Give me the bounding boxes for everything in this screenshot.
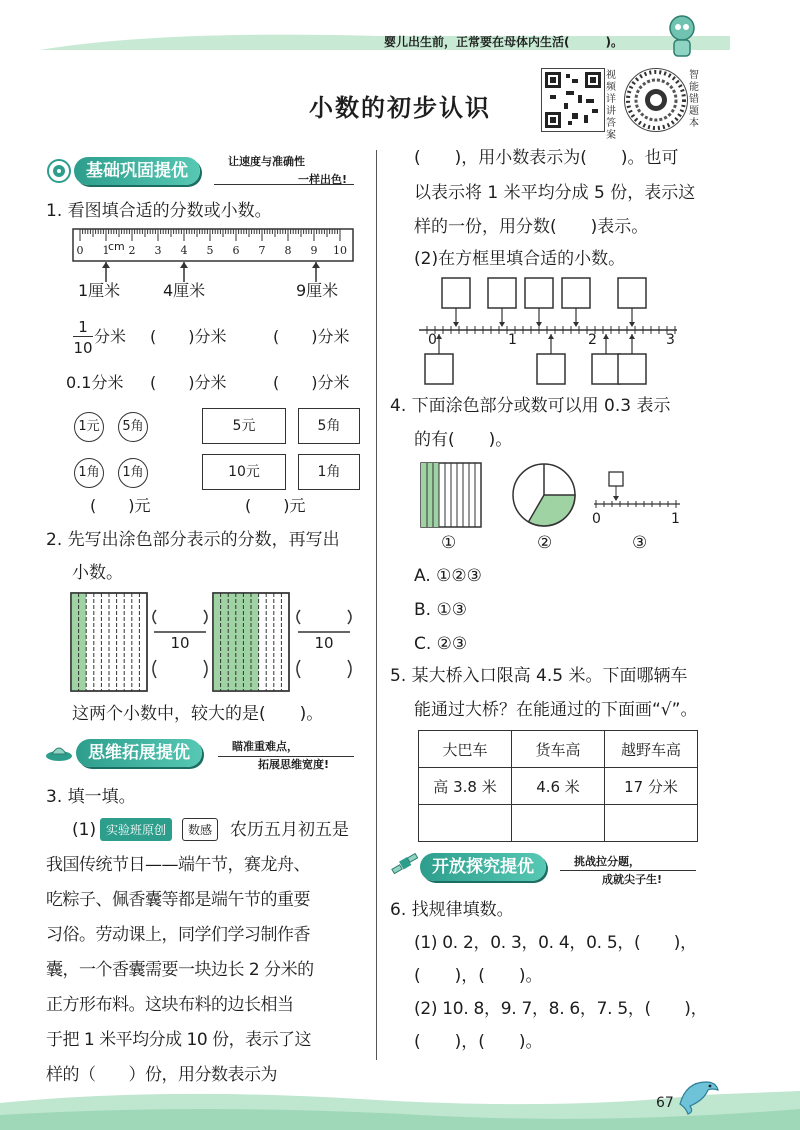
q5-stem-2: 能通过大桥？在能通过的下面画“√”。 bbox=[414, 700, 698, 720]
q5-stem-1: 5. 某大桥入口限高 4.5 米。下面哪辆车 bbox=[390, 666, 688, 686]
row2-label: 0.1分米 bbox=[66, 373, 124, 392]
q3-line-2: 吃粽子、佩香囊等都是端午节的重要 bbox=[46, 890, 310, 910]
vehicle-table bbox=[418, 730, 698, 842]
column-divider bbox=[376, 150, 377, 1060]
q6-stem: 6. 找规律填数。 bbox=[390, 900, 514, 920]
section-basic-note1: 让速度与准确性 bbox=[228, 155, 305, 168]
header-truck: 货车高 bbox=[512, 731, 605, 768]
mini-program-code-icon bbox=[625, 69, 687, 131]
fraction-denominator: 10 bbox=[73, 339, 93, 357]
qr-left-label: 视频详讲答案 bbox=[606, 70, 616, 141]
ruler-tick-label: 5 bbox=[206, 244, 214, 257]
table-row bbox=[419, 768, 698, 805]
note-5yuan: 5元 bbox=[202, 408, 286, 444]
q3-line-4: 囊，一个香囊需要一块边长 2 分米的 bbox=[46, 960, 314, 980]
robot-mascot-icon bbox=[664, 12, 700, 62]
ruler-tick-label: 9 bbox=[310, 244, 318, 257]
blank-parens-1b[interactable] bbox=[150, 658, 210, 682]
section-underline bbox=[214, 184, 354, 185]
q4-option-a[interactable]: A. ①②③ bbox=[414, 566, 482, 586]
value-truck: 4.6 米 bbox=[512, 768, 605, 805]
den-1: 10 bbox=[170, 634, 190, 652]
value-suv: 17 分米 bbox=[605, 768, 698, 805]
ruler-tick-label: 8 bbox=[284, 244, 292, 257]
q3-line-1: 我国传统节日——端午节，赛龙舟、 bbox=[46, 855, 310, 875]
section-thinking: 思维拓展提优 bbox=[76, 739, 202, 767]
shaded-grid-2 bbox=[212, 592, 290, 692]
fig-label-1: ① bbox=[441, 533, 457, 553]
coin-1jiao-a: 1角 bbox=[74, 458, 104, 488]
number-line-boxes bbox=[415, 272, 685, 390]
fig1-grid bbox=[420, 462, 482, 528]
fig2-circle bbox=[511, 462, 577, 528]
ruler-unit: cm bbox=[108, 240, 125, 253]
q3-line-3: 习俗。劳动课上，同学们学习制作香 bbox=[46, 925, 310, 945]
check-truck[interactable] bbox=[512, 805, 605, 842]
q6-line-4[interactable]: ( )，( )。 bbox=[414, 1032, 543, 1052]
ruler-tick-label: 2 bbox=[128, 244, 136, 257]
ruler-mark-1: 1厘米 bbox=[78, 281, 121, 300]
fraction-bar bbox=[73, 336, 93, 337]
blank-row2-b[interactable]: ( )分米 bbox=[150, 373, 227, 392]
qr-pattern-icon bbox=[542, 69, 604, 131]
nl-label-1: 1 bbox=[508, 332, 517, 348]
ruler-tick-label: 6 bbox=[232, 244, 240, 257]
section-thinking-note1: 瞄准重难点， bbox=[232, 740, 298, 753]
target-icon bbox=[46, 158, 72, 184]
q2-compare: 这两个小数中，较大的是( )。 bbox=[72, 704, 324, 724]
value-bus: 高 3.8 米 bbox=[419, 768, 512, 805]
table-row bbox=[419, 805, 698, 842]
header-tip: 婴儿出生前，正常要在母体内生活( )。 bbox=[384, 35, 623, 49]
q3-cont-1: 以表示将 1 米平均分成 5 份，表示这 bbox=[414, 183, 696, 203]
blank-row2-c[interactable]: ( )分米 bbox=[273, 373, 350, 392]
qr-right-label: 智能错题本 bbox=[689, 70, 699, 129]
blank-row1-c[interactable]: ( )分米 bbox=[273, 327, 350, 346]
qr-code-errors[interactable] bbox=[624, 68, 688, 132]
ruler-tick-label: 7 bbox=[258, 244, 266, 257]
blank-row1-b[interactable]: ( )分米 bbox=[150, 327, 227, 346]
blank-parens-2b[interactable] bbox=[294, 658, 354, 682]
section-basic: 基础巩固提优 bbox=[74, 157, 200, 185]
section-explore-note1: 挑战拉分题， bbox=[574, 855, 640, 868]
q3-line-0: 农历五月初五是 bbox=[230, 820, 349, 840]
ruler-tick-label: 0 bbox=[76, 244, 84, 257]
ruler-mark-9: 9厘米 bbox=[296, 281, 339, 300]
header-suv: 越野车高 bbox=[605, 731, 698, 768]
coin-1jiao-b: 1角 bbox=[118, 458, 148, 488]
nl-label-3: 3 bbox=[666, 332, 675, 348]
dolphin-icon bbox=[676, 1076, 720, 1116]
page-number: 67 bbox=[656, 1095, 674, 1111]
q3-line-6: 于把 1 米平均分成 10 份，表示了这 bbox=[46, 1030, 312, 1050]
ruler-tick-label: 1 bbox=[102, 244, 110, 257]
ruler-tick-label: 3 bbox=[154, 244, 162, 257]
nl-label-2: 2 bbox=[588, 332, 597, 348]
section-underline-2 bbox=[218, 756, 354, 757]
q4-option-c[interactable]: C. ②③ bbox=[414, 634, 468, 654]
shaded-grid-1 bbox=[70, 592, 148, 692]
section-explore: 开放探究提优 bbox=[420, 853, 546, 881]
nl-label-0: 0 bbox=[428, 332, 437, 348]
q4-stem-1: 4. 下面涂色部分或数可以用 0.3 表示 bbox=[390, 396, 671, 416]
note-5jiao: 5角 bbox=[298, 408, 360, 444]
ruler-tick-label: 10 bbox=[333, 244, 347, 257]
ufo-icon bbox=[44, 740, 74, 766]
unit-fen-mi: 分米 bbox=[94, 327, 127, 346]
section-basic-note2: 一样出色! bbox=[298, 173, 348, 186]
q2-stem-1: 2. 先写出涂色部分表示的分数，再写出 bbox=[46, 530, 340, 550]
fraction-numerator: 1 bbox=[78, 318, 88, 336]
answer-yuan-2[interactable]: ( )元 bbox=[245, 496, 306, 515]
q3-stem: 3. 填一填。 bbox=[46, 787, 136, 807]
satellite-icon bbox=[390, 850, 420, 878]
q3-cont-0: ( )，用小数表示为( )。也可 bbox=[414, 148, 679, 168]
ruler-tick-label: 4 bbox=[180, 244, 188, 257]
q6-line-1[interactable]: (1) 0. 2，0. 3，0. 4，0. 5，( )， bbox=[414, 933, 697, 953]
page-title: 小数的初步认识 bbox=[309, 93, 491, 122]
note-1jiao: 1角 bbox=[298, 454, 360, 490]
q4-stem-2: 的有( )。 bbox=[414, 430, 513, 450]
q3-line-7: 样的（ ）份，用分数表示为 bbox=[46, 1065, 277, 1085]
check-suv[interactable] bbox=[605, 805, 698, 842]
q6-line-2[interactable]: ( )，( )。 bbox=[414, 966, 543, 986]
q2-stem-2: 小数。 bbox=[72, 563, 123, 583]
coin-1yuan: 1元 bbox=[74, 412, 104, 442]
note-10yuan: 10元 bbox=[202, 454, 286, 490]
den-2: 10 bbox=[314, 634, 334, 652]
ruler-mark-4: 4厘米 bbox=[163, 281, 206, 300]
answer-yuan-1[interactable]: ( )元 bbox=[90, 496, 151, 515]
fig3-label-1: 1 bbox=[671, 511, 680, 527]
q3-cont-3: (2)在方框里填合适的小数。 bbox=[414, 249, 626, 269]
fig-label-2: ② bbox=[537, 533, 553, 553]
section-explore-note2: 成就尖子生! bbox=[602, 873, 663, 886]
q3-cont-2: 样的一份，用分数( )表示。 bbox=[414, 217, 649, 237]
q6-line-3[interactable]: (2) 10. 8，9. 7，8. 6，7. 5，( )， bbox=[414, 999, 708, 1019]
q3-line-5: 正方形布料。这块布料的边长相当 bbox=[46, 995, 294, 1015]
q1-stem: 1. 看图填合适的分数或小数。 bbox=[46, 201, 272, 221]
header-bus: 大巴车 bbox=[419, 731, 512, 768]
section-underline-3 bbox=[560, 870, 696, 871]
fig3-label-0: 0 bbox=[592, 511, 601, 527]
check-bus[interactable] bbox=[419, 805, 512, 842]
tag-number-sense: 数感 bbox=[182, 818, 218, 841]
qr-code-video[interactable] bbox=[541, 68, 605, 132]
coin-5jiao: 5角 bbox=[118, 412, 148, 442]
q4-option-b[interactable]: B. ①③ bbox=[414, 600, 467, 620]
fig-label-3: ③ bbox=[632, 533, 648, 553]
tag-original: 实验班原创 bbox=[100, 818, 172, 841]
table-row bbox=[419, 731, 698, 768]
section-thinking-note2: 拓展思维宽度! bbox=[258, 758, 330, 771]
q3-part1-num: (1) bbox=[72, 820, 97, 840]
